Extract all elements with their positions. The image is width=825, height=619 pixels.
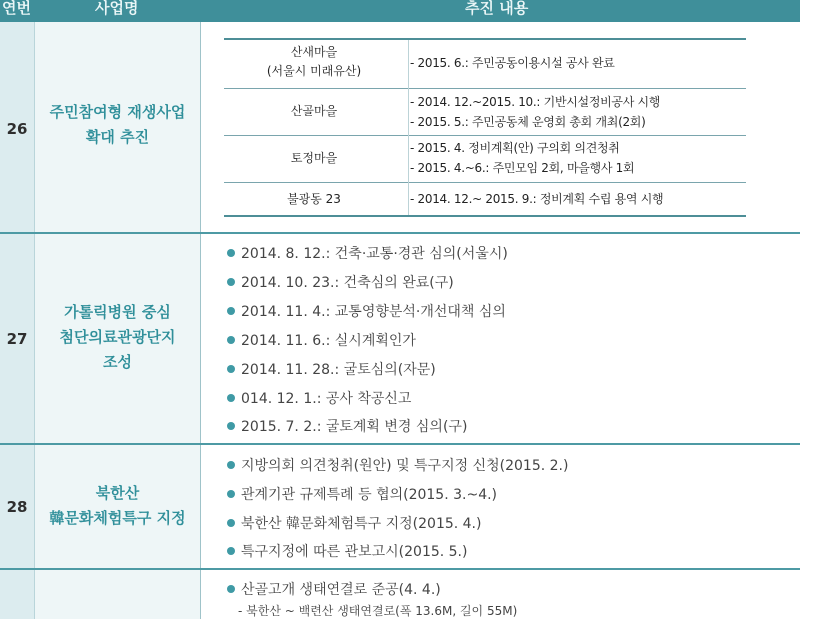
list-item-text: 북한산 韓문화체험특구 지정(2015. 4.) xyxy=(241,516,482,532)
bullet-icon xyxy=(227,394,235,402)
list-item-text: 2014. 8. 12.: 건축·교통·경관 심의(서울시) xyxy=(241,246,508,262)
sub-item: - 북한산 ~ 백련산 생태연결로(폭 13.6M, 길이 55M) xyxy=(238,604,518,618)
project-name xyxy=(35,300,200,375)
table-rule xyxy=(224,182,746,183)
list-item-text: 특구지정에 따른 관보고시(2015. 5.) xyxy=(241,544,468,560)
list-item-text: 2014. 10. 23.: 건축심의 완료(구) xyxy=(241,275,454,291)
header-no: 연번 xyxy=(2,0,31,17)
number-column xyxy=(0,22,34,619)
list-item-text: 2015. 7. 2.: 굴토계획 변경 심의(구) xyxy=(241,419,468,435)
bullet-icon xyxy=(227,422,235,430)
list-item xyxy=(227,359,436,379)
village-name: 토정마을 xyxy=(290,151,338,165)
table-bottom-rule xyxy=(224,215,746,217)
list-item-text: 관계기관 규제특례 등 협의(2015. 3.~4.) xyxy=(241,487,498,503)
list-item xyxy=(227,388,411,408)
village-line: (서울시 미래유산) xyxy=(266,64,362,78)
list-item-text: 2014. 11. 4.: 교통영향분석·개선대책 심의 xyxy=(241,304,506,320)
project-name-line: 첨단의료관광단지 xyxy=(59,328,176,346)
table-header xyxy=(0,0,800,22)
column-divider xyxy=(200,22,201,619)
bullet-icon xyxy=(227,365,235,373)
village-name xyxy=(224,43,404,81)
village-detail: - 2014. 12.~ 2015. 9.: 정비계획 수립 용역 시행 xyxy=(410,192,664,206)
list-item-text: 지방의회 의견청취(원안) 및 특구지정 신청(2015. 2.) xyxy=(241,458,569,474)
bullet-icon xyxy=(227,547,235,555)
list-item xyxy=(227,330,416,350)
project-name xyxy=(35,100,200,150)
project-name-line: 북한산 xyxy=(95,484,140,502)
list-item xyxy=(227,513,481,533)
bullet-icon xyxy=(227,490,235,498)
list-item xyxy=(227,301,506,321)
project-name xyxy=(35,481,200,531)
list-item xyxy=(227,484,497,504)
project-name-line: 조성 xyxy=(103,353,132,371)
village-detail: - 2014. 12.~2015. 10.: 기반시설정비공사 시행 xyxy=(410,95,661,109)
list-item xyxy=(227,579,441,599)
list-item-text: 2014. 11. 6.: 실시계획인가 xyxy=(241,333,416,349)
bullet-icon xyxy=(227,336,235,344)
table-rule xyxy=(224,88,746,89)
list-item xyxy=(227,455,568,475)
row-number: 26 xyxy=(6,120,28,138)
list-item-text: 2014. 11. 28.: 굴토심의(자문) xyxy=(241,362,436,378)
village-table xyxy=(224,38,746,218)
list-item-text: 014. 12. 1.: 공사 착공신고 xyxy=(241,391,412,407)
list-item-text: 산골고개 생태연결로 준공(4. 4.) xyxy=(241,582,441,598)
list-item xyxy=(227,243,508,263)
row-number: 27 xyxy=(6,330,28,348)
village-detail: - 2015. 5.: 주민공동체 운영회 총회 개최(2회) xyxy=(410,115,646,129)
list-item xyxy=(227,416,467,436)
row-divider xyxy=(0,443,800,445)
header-name: 사업명 xyxy=(95,0,139,17)
village-detail: - 2015. 6.: 주민공동이용시설 공사 완료 xyxy=(410,56,615,70)
bullet-icon xyxy=(227,585,235,593)
project-name-line: 확대 추진 xyxy=(85,128,150,146)
bullet-icon xyxy=(227,519,235,527)
project-name-line: 주민참여형 재생사업 xyxy=(49,103,186,121)
row-divider xyxy=(0,232,800,234)
table-top-rule xyxy=(224,38,746,40)
village-detail: - 2015. 4.~6.: 주민모임 2회, 마을행사 1회 xyxy=(410,161,635,175)
bullet-icon xyxy=(227,249,235,257)
list-item xyxy=(227,541,467,561)
header-content: 추진 내용 xyxy=(465,0,529,17)
bullet-icon xyxy=(227,461,235,469)
table-divider xyxy=(408,40,409,215)
row-divider xyxy=(0,568,800,570)
table-rule xyxy=(224,135,746,136)
project-name-line: 가톨릭병원 중심 xyxy=(64,303,171,321)
village-name: 불광동 23 xyxy=(287,192,341,206)
bullet-icon xyxy=(227,278,235,286)
list-item xyxy=(227,272,454,292)
village-detail: - 2015. 4. 정비계획(안) 구의회 의견청취 xyxy=(410,141,620,155)
bullet-icon xyxy=(227,307,235,315)
project-name-line: 韓문화체험특구 지정 xyxy=(49,509,186,527)
village-name: 산골마을 xyxy=(290,104,338,118)
row-number: 28 xyxy=(6,498,28,516)
village-line: 산새마을 xyxy=(290,45,338,59)
